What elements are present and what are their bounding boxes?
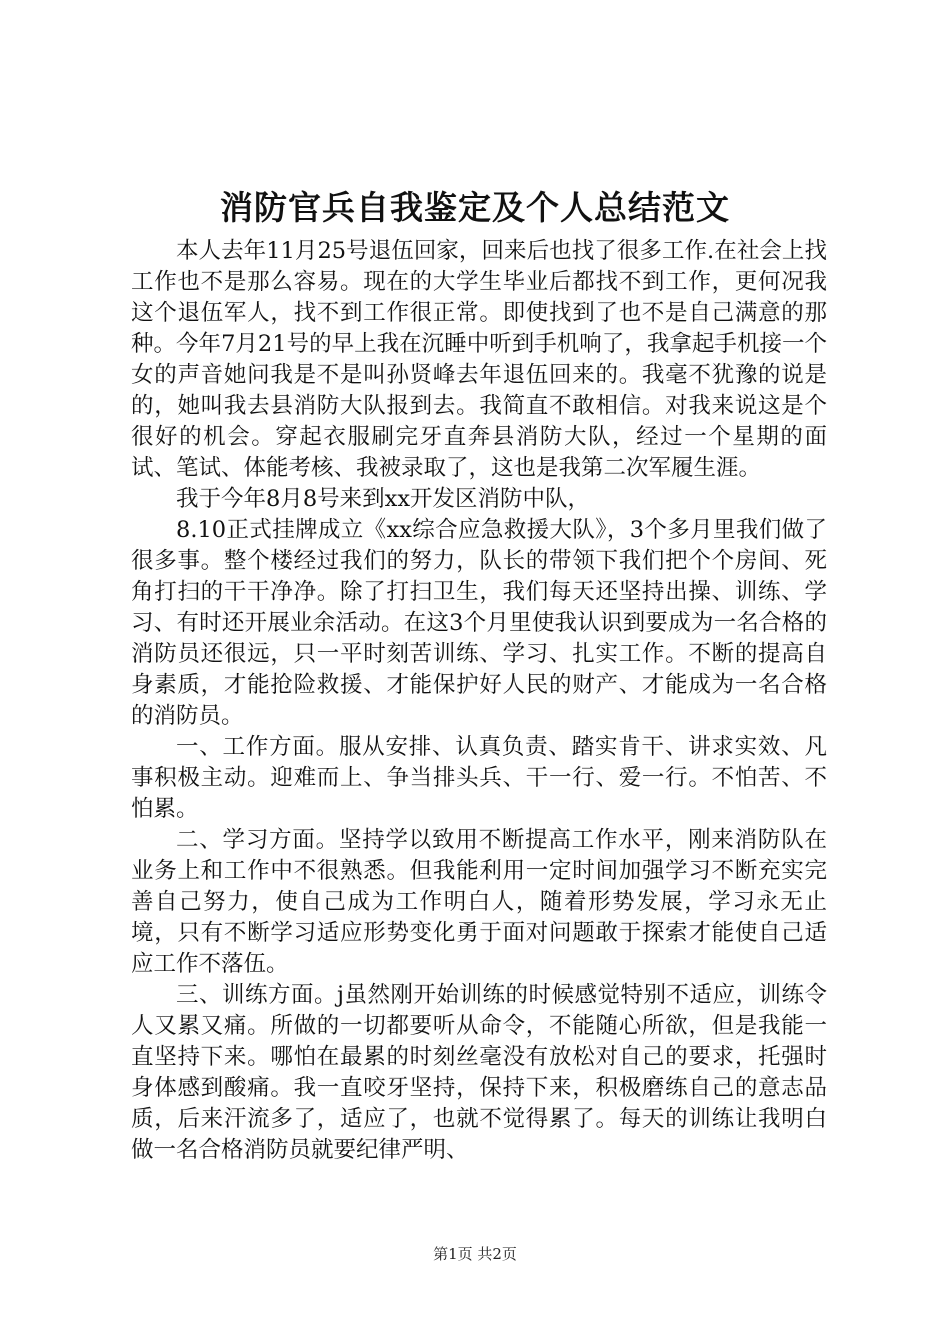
document-title: 消防官兵自我鉴定及个人总结范文 bbox=[220, 188, 730, 227]
paragraph: 一、工作方面。服从安排、认真负责、踏实肯干、讲求实效、凡事积极主动。迎难而上、争当排头兵、干一行、爱一行。不怕苦、不怕累。 bbox=[131, 734, 827, 822]
paragraph: 三、训练方面。j虽然刚开始训练的时候感觉特别不适应，训练令人又累又痛。所做的一切都要听从命令，不能随心所欲，但是我能一直坚持下来。哪怕在最累的时刻丝毫没有放松对自己的要求，托强时身体感到酸痛。我一直咬牙坚持，保持下来，积极磨练自己的意志品质，后来汗流多了，适应了，也就不觉得累了。每天的训练让我明白做一名合格消防员就要纪律严明、 bbox=[131, 982, 827, 1163]
paragraph: 我于今年8月8号来到xx开发区消防中队， bbox=[176, 486, 591, 512]
document-body bbox=[131, 236, 827, 1166]
paragraph: 本人去年11月25号退伍回家，回来后也找了很多工作.在社会上找工作也不是那么容易。现在的大学生毕业后都找不到工作，更何况我这个退伍军人，找不到工作很正常。即使找到了也不是自己满意的那种。今年7月21号的早上我在沉睡中听到手机响了，我拿起手机接一个女的声音她问我是不是叫孙贤峰去年退伍回来的。我毫不犹豫的说是的，她叫我去县消防大队报到去。我简直不敢相信。对我来说这是个很好的机会。穿起衣服刷完牙直奔县消防大队，经过一个星期的面试、笔试、体能考核、我被录取了，这也是我第二次军履生涯。 bbox=[131, 238, 827, 481]
paragraph: 二、学习方面。坚持学以致用不断提高工作水平，刚来消防队在业务上和工作中不很熟悉。但我能利用一定时间加强学习不断充实完善自己努力，使自己成为工作明白人，随着形势发展，学习永无止境，只有不断学习适应形势变化勇于面对问题敢于探索才能使自己适应工作不落伍。 bbox=[131, 827, 827, 977]
page-number-footer: 第1页 共2页 bbox=[433, 1245, 517, 1263]
paragraph: 8.10正式挂牌成立《xx综合应急救援大队》，3个多月里我们做了很多事。整个楼经过我们的努力，队长的带领下我们把个个房间、死角打扫的干干净净。除了打扫卫生，我们每天还坚持出操、训练、学习、有时还开展业余活动。在这3个月里使我认识到要成为一名合格的消防员还很远，只一平时刻苦训练、学习、扎实工作。不断的提高自身素质，才能抢险救援、才能保护好人民的财产、才能成为一名合格的消防员。 bbox=[131, 517, 827, 729]
